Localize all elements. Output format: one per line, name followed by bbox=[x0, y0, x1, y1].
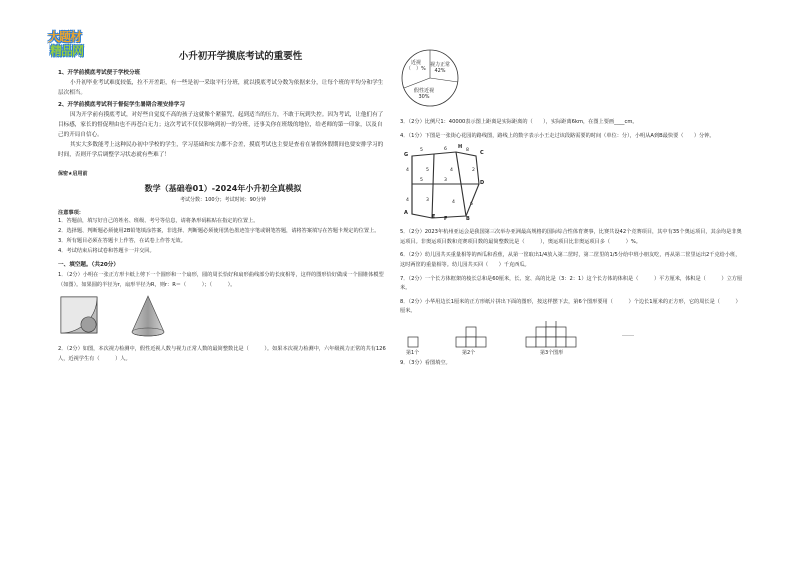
section-2-text: 因为开学前有摸底考试，对好些自觉度不高的孩子这就像个紧箍咒，起到适当的压力，不敢于玩到失控。因为考试，让他们有了目标感，家长的督促理由也不再苍白无力；这次考试不仅仅影响到初一的分班，还事关你在班级的地位，给老师的第一印象，以及自己的开局自信心。 bbox=[58, 112, 384, 138]
pattern-caption-3: 第3个图形 bbox=[540, 349, 564, 356]
route-map bbox=[404, 144, 484, 224]
map-weight: 8 bbox=[466, 148, 469, 154]
section-fill-title: 一、填空题。（共20分） bbox=[58, 262, 119, 268]
section-1-text: 小升初毕业考试难度较低，拉不开差距，有一些是初一采取平行分班，就以摸底考试分数为依据来分，让每个班的平均分和学生层次相当。 bbox=[58, 80, 384, 96]
question-8: 8．（2分）小华用边长1厘米的正方形纸片拼出下面的图形，按这样摆下去，第6个图形要用（ ）个边长1厘米的正方形，它的周长是（ ）厘米。 bbox=[400, 298, 741, 315]
map-weight: 3 bbox=[426, 198, 429, 204]
section-3-text: 其实大多数能考上这种民办初中学校的学生，学习基础和实力都不会差，摸底考试也主要是查看在暑假休假期间也要安排学习的时间，否则开学后调整学习状态就有些难了！ bbox=[58, 142, 384, 158]
square-pattern-figures bbox=[400, 321, 745, 357]
exam-subtitle: 考试分数：100分；考试时间：90分钟 bbox=[180, 197, 266, 203]
question-3: 3．（2分）比例尺1：40000表示图上距离是实际距离的（ ），实际距离6km，在图上要画____cm。 bbox=[400, 119, 638, 125]
pattern-caption-2: 第2个 bbox=[462, 349, 476, 356]
notice-3: 3．所有题目必须在答题卡上作答，在试卷上作答无效。 bbox=[58, 238, 186, 244]
route-map-lines bbox=[404, 144, 484, 224]
map-node-f: F bbox=[444, 216, 448, 223]
map-weight: 4 bbox=[450, 168, 453, 174]
map-weight: 2 bbox=[472, 168, 475, 174]
intro-title: 小升初开学摸底考试的重要性 bbox=[178, 51, 303, 62]
question-7: 7．（2分）一个长方体框架的棱长总和是60厘米，长、宽、高的比是（3：2：1）这个长方体的体积是（ ）平方厘米，体积是（ ）立方厘米。 bbox=[400, 275, 743, 292]
question-2: 2．（2分）如图，本次视力检测中，假性近视人数与视力正常人数的最简整数比是（ ）。如果本次视力检测中，六年级视力正常的共有126人，近视学生有（ ）人。 bbox=[58, 346, 386, 362]
notice-4: 4．考试结束后将试卷和答题卡一并交回。 bbox=[58, 248, 155, 254]
section-2-heading: 2、开学前摸底考试利于督促学生暑期合理安排学习 bbox=[58, 102, 185, 108]
question-6: 6．（2分）幼儿园共买重量相等的西瓜和香蕉，从第一筐取出1/4放入第二筐时，第二筐里的1/5分给中班小朋友吃，再从第二筐里运出2千克给小班，这时两筐的重量相等。幼儿园共买回（ ）千克西瓜。 bbox=[400, 252, 741, 268]
question-4: 4．（1分）下图是一张街心花园的路线图，路线上的数字表示小王走过该段路需要的时间（单位：分），小明从A到B最快要（ ）分钟。 bbox=[400, 132, 715, 139]
secret-label: 保密★启用前 bbox=[58, 171, 88, 177]
map-node-h: H bbox=[458, 144, 463, 151]
square-sector-figure bbox=[60, 296, 98, 334]
map-weight: 4 bbox=[406, 168, 409, 174]
map-node-b: B bbox=[466, 216, 470, 223]
left-column bbox=[58, 40, 388, 364]
map-weight: 6 bbox=[444, 147, 447, 153]
pie-label-myopia: 近视 （ ）% bbox=[406, 60, 426, 72]
exam-title: 数学（基础卷01）-2024年小升初全真模拟 bbox=[144, 184, 302, 193]
map-weight: 5 bbox=[426, 168, 429, 174]
map-node-c: C bbox=[480, 150, 484, 157]
map-weight: 3 bbox=[444, 178, 447, 184]
map-node-e: E bbox=[432, 214, 436, 221]
question-1-figures bbox=[58, 294, 388, 342]
pattern-ellipsis: …… bbox=[622, 330, 634, 338]
question-1: 1．（2分）小明在一张正方形卡纸上剪下一个圆形和一个扇形，圆的周长恰好和扇形曲线部分的长度相等，这样的图形恰好做成一个圆锥体模型（如图）。如果圆的半径为r，扇形半径为R，则r：R＝（ ）；（ ）。 bbox=[58, 272, 384, 288]
pattern-caption-1: 第1个 bbox=[406, 349, 420, 356]
pie-label-normal: 视力正常 42% bbox=[430, 62, 451, 74]
logo-line-2: 精品网 bbox=[50, 44, 84, 58]
map-weight: 5 bbox=[420, 178, 423, 184]
question-9: 9．（3分）看图填空。 bbox=[400, 359, 451, 366]
right-column bbox=[400, 40, 745, 369]
cone-figure bbox=[128, 294, 168, 338]
square-pattern-drawing bbox=[406, 321, 606, 349]
notice-2: 2．选择题、判断题必须使用2B铅笔填涂答案，非选择、判断题必须使用黑色墨迹签字笔或钢笔答题，请将答案填写在答题卡规定的位置上。 bbox=[58, 228, 380, 234]
map-weight: 4 bbox=[452, 200, 455, 206]
map-node-d: D bbox=[480, 180, 485, 187]
map-node-g: G bbox=[404, 152, 409, 159]
question-5: 5．（2分）2023年杭州亚运会是我国第三次举办亚洲最高规格的国际综合性体育赛事，比赛共设42个竞赛项目，其中有35个奥运项目，其余均是非奥运项目。非奥运项目数和竞赛项目数的最简整数比是（ ），奥运项目比非奥运项目多（ ）%。 bbox=[400, 229, 742, 245]
pie-label-pseudo: 假性近视 30% bbox=[414, 88, 435, 100]
map-weight: 4 bbox=[406, 198, 409, 204]
logo-line-1: 大题材 bbox=[48, 30, 82, 44]
map-weight: 6 bbox=[470, 202, 473, 208]
map-weight: 5 bbox=[420, 148, 423, 154]
map-node-a: A bbox=[404, 210, 408, 217]
notice-1: 1．答题前，填写好自己的姓名、班级、考号等信息，请将条形码粘贴在指定的位置上。 bbox=[58, 218, 259, 224]
notice-heading: 注意事项： bbox=[58, 210, 84, 216]
pie-chart-area bbox=[400, 40, 745, 118]
section-1-heading: 1、开学前摸底考试便于学校分班 bbox=[58, 70, 141, 76]
